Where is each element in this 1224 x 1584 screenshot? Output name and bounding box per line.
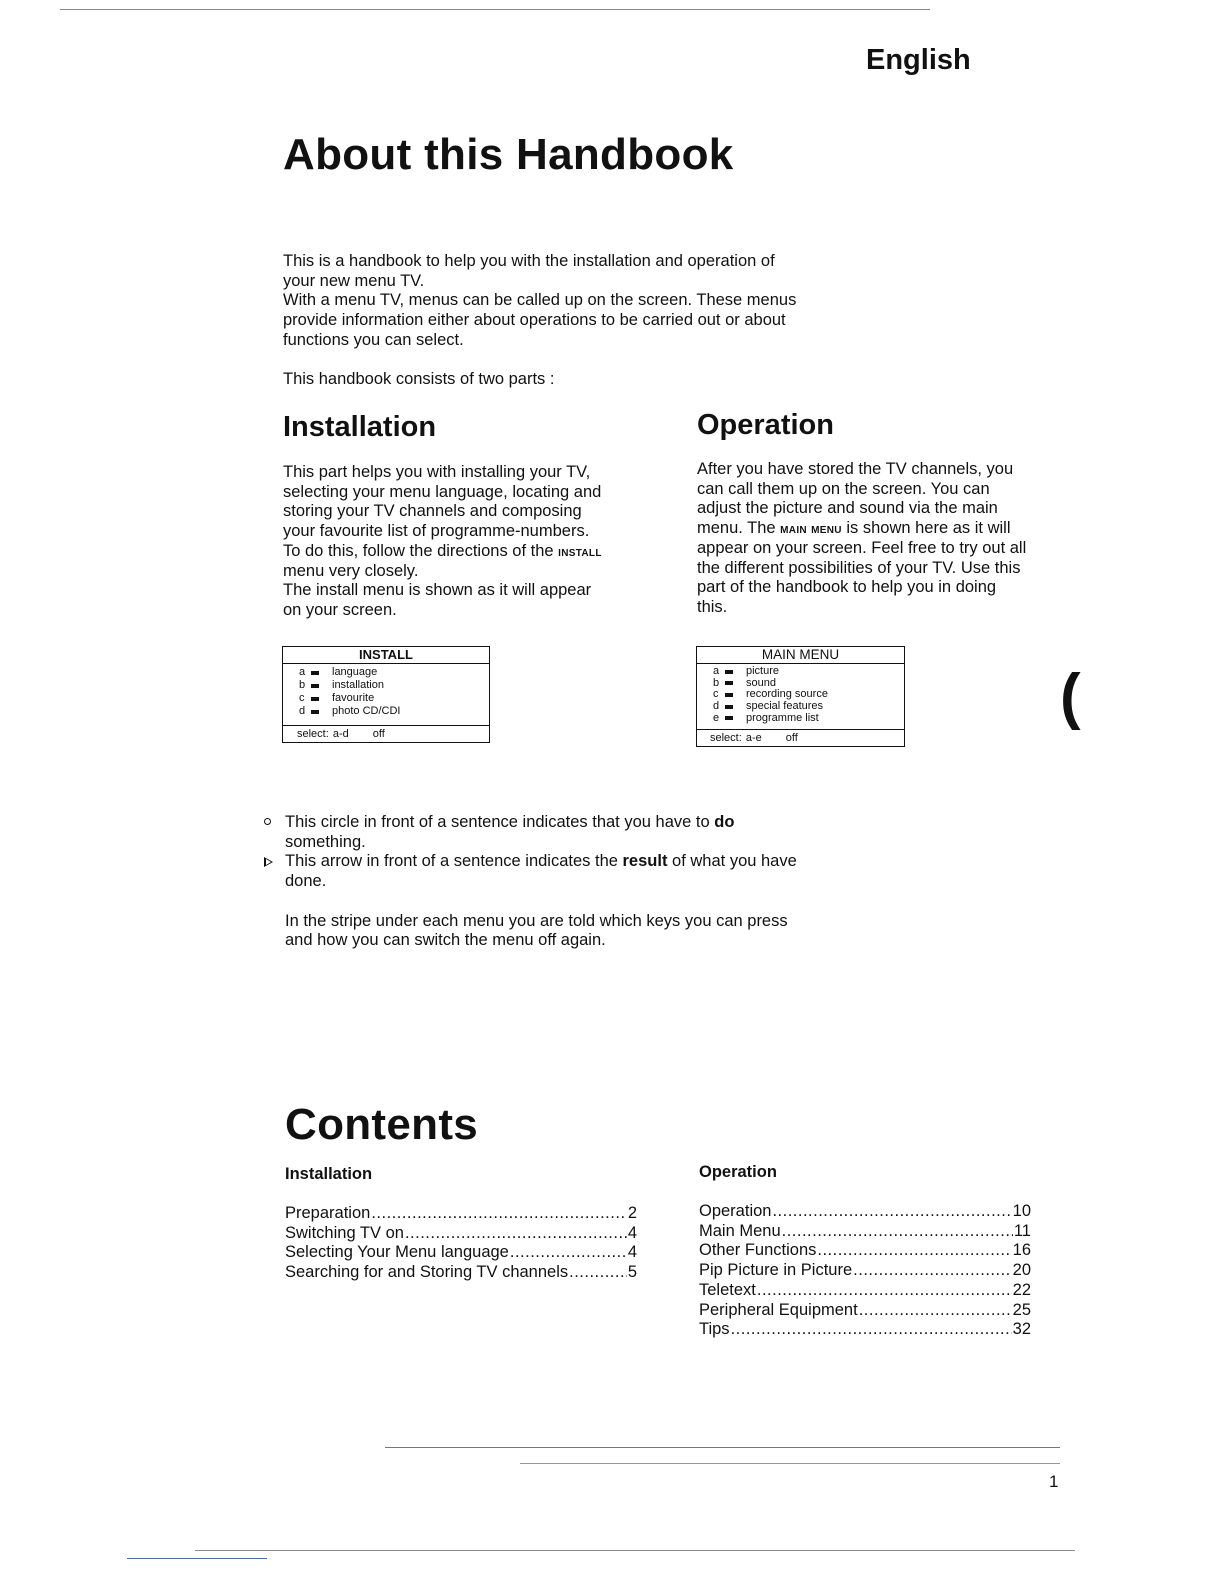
toc-entry[interactable]: Other Functions ..... 16 — [699, 1241, 1031, 1261]
language-label: English — [866, 44, 971, 76]
installation-paragraph — [283, 463, 602, 621]
operation-heading: Operation — [697, 409, 834, 441]
toc-entry[interactable]: Peripheral Equipment ..... 25 — [699, 1301, 1031, 1321]
toc-entry[interactable]: Pip Picture in Picture ..... 20 — [699, 1261, 1031, 1281]
toc-entry[interactable]: Teletext ..... 22 — [699, 1281, 1031, 1301]
page-number: 1 — [1049, 1472, 1059, 1491]
installation-line: storing your TV channels and composing — [283, 502, 582, 521]
contents-operation-heading: Operation — [699, 1163, 777, 1181]
item-bar-icon — [311, 684, 319, 688]
intro-line: provide information either about operations to be carried out or about — [283, 311, 786, 330]
margin-bracket: ( — [1060, 662, 1081, 731]
scan-line-top — [60, 9, 930, 10]
legend-line: and how you can switch the menu off again. — [285, 931, 606, 950]
intro-paragraph — [283, 252, 796, 351]
intro-line: This is a handbook to help you with the installation and operation of — [283, 252, 775, 270]
main-menu-items — [697, 664, 904, 730]
install-menu-stripe: select: a-d off — [297, 728, 385, 740]
toc-entry[interactable]: Preparation ..... 2 — [285, 1204, 637, 1224]
scan-line-footer — [385, 1447, 1060, 1448]
installation-heading: Installation — [283, 411, 437, 443]
menu-item: a picture — [713, 665, 780, 678]
installation-line: To do this, follow the directions of the install — [283, 541, 602, 560]
toc-entry[interactable]: Main Menu ..... 11 — [699, 1222, 1031, 1242]
installation-line: The install menu is shown as it will appear — [283, 581, 592, 600]
toc-entry[interactable]: Tips ..... 32 — [699, 1320, 1031, 1340]
legend-line: something. — [285, 832, 366, 851]
item-bar-icon — [725, 705, 733, 709]
operation-line: the different possibilities of your TV. Use this — [697, 558, 1021, 577]
parts-line: This handbook consists of two parts : — [283, 370, 555, 388]
menu-item: c recording source — [713, 688, 828, 701]
legend-paragraph — [285, 813, 797, 951]
operation-line: part of the handbook to help you in doing — [697, 578, 997, 597]
intro-line: With a menu TV, menus can be called up on the screen. These menus — [283, 291, 797, 310]
toc-entry[interactable]: Operation ..... 10 — [699, 1202, 1031, 1222]
legend-line: This arrow in front of a sentence indicates the result of what you have — [285, 852, 797, 871]
contents-installation-list — [285, 1204, 637, 1283]
item-bar-icon — [725, 681, 733, 685]
install-keyword: install — [558, 542, 602, 559]
operation-line: menu. The main menu is shown here as it will — [697, 519, 1011, 538]
installation-line: selecting your menu language, locating and — [283, 482, 602, 501]
install-menu-box — [282, 646, 490, 743]
item-bar-icon — [311, 697, 319, 701]
scan-line-blue — [127, 1558, 267, 1559]
installation-line: your favourite list of programme-numbers. — [283, 522, 590, 541]
menu-item: b sound — [713, 676, 776, 689]
menu-item: e programme list — [713, 711, 819, 724]
menu-item: b installation — [299, 679, 384, 691]
menu-item: d photo CD/CDI — [299, 705, 401, 717]
item-bar-icon — [311, 710, 319, 714]
main-menu-stripe: select: a-e off — [710, 732, 798, 744]
installation-line: This part helps you with installing your TV, — [283, 463, 591, 481]
item-bar-icon — [725, 716, 733, 720]
contents-operation-list — [699, 1202, 1031, 1340]
main-menu-keyword: main menu — [780, 520, 842, 537]
main-menu-title: MAIN MENU — [697, 647, 904, 664]
menu-item: a language — [299, 666, 378, 678]
contents-installation-heading: Installation — [285, 1165, 373, 1183]
main-menu-box — [696, 646, 905, 747]
operation-paragraph — [697, 460, 1026, 618]
operation-line: can call them up on the screen. You can — [697, 479, 990, 498]
menu-item: c favourite — [299, 692, 375, 704]
operation-line: adjust the picture and sound via the main — [697, 499, 998, 518]
arrow-icon — [264, 857, 273, 867]
item-bar-icon — [311, 671, 319, 675]
install-menu-title: INSTALL — [283, 647, 489, 664]
operation-line: After you have stored the TV channels, you — [697, 460, 1014, 478]
toc-entry[interactable]: Switching TV on ..... 4 — [285, 1224, 637, 1244]
item-bar-icon — [725, 670, 733, 674]
scan-line-footer — [520, 1463, 1060, 1464]
install-menu-items — [283, 664, 489, 726]
contents-title: Contents — [285, 1100, 479, 1149]
menu-item: d special features — [713, 700, 824, 713]
operation-line: this. — [697, 597, 728, 616]
page-title: About this Handbook — [283, 130, 734, 179]
legend-line: done. — [285, 872, 327, 891]
toc-entry[interactable]: Searching for and Storing TV channels ..... 5 — [285, 1263, 637, 1283]
legend-line: In the stripe under each menu you are told which keys you can press — [285, 911, 788, 930]
operation-line: appear on your screen. Feel free to try out all — [697, 538, 1027, 557]
scan-line-bottom — [195, 1550, 1075, 1551]
toc-entry[interactable]: Selecting Your Menu language ..... 4 — [285, 1243, 637, 1263]
intro-line: functions you can select. — [283, 330, 464, 349]
intro-line: your new menu TV. — [283, 271, 425, 290]
installation-line: on your screen. — [283, 600, 397, 619]
legend-line: This circle in front of a sentence indicates that you have to do — [285, 813, 735, 831]
circle-icon — [264, 818, 271, 825]
installation-line: menu very closely. — [283, 561, 419, 580]
item-bar-icon — [725, 693, 733, 697]
